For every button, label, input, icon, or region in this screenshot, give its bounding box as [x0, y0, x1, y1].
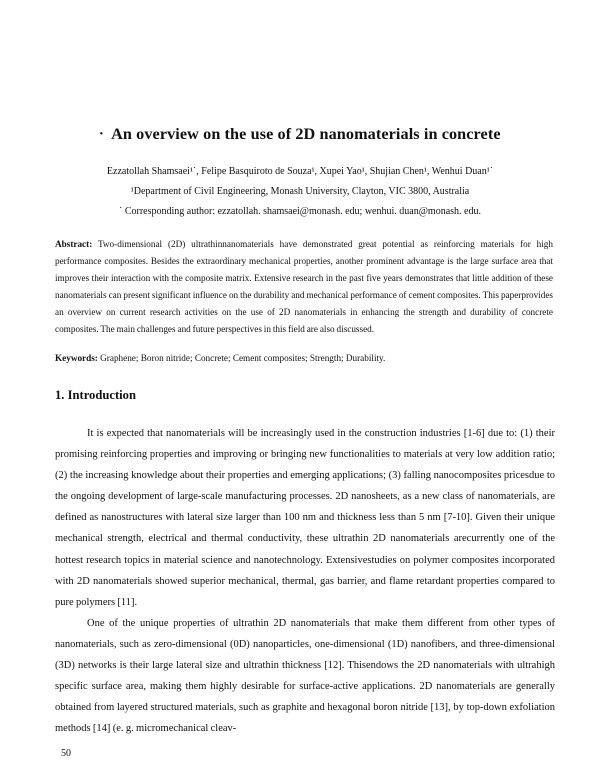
abstract-label: Abstract:: [55, 239, 93, 249]
paper-title: [0, 125, 600, 144]
keywords-text: Graphene; Boron nitride; Concrete; Cement composites; Strength; Durability.: [100, 353, 386, 363]
affiliation: ¹Department of Civil Engineering, Monash University, Clayton, VIC 3800, Australia: [130, 186, 470, 197]
abstract: [55, 236, 553, 338]
paragraph: It is expected that nanomaterials will be increasingly used in the construction industries [1-6] due to: (1) their promising reinforcing properties and improving or bringing new functionalities to materials at very low addition ratio; (2) the increasing knowledge about their properties and emerging applications; (3) falling nanocomposites pricesdue to the ongoing development of large-scale manufacturing processes. 2D nanosheets, as a new class of nanomaterials, are defined as nanostructures with lateral size larger than 100 nm and thickness less than 5 nm [7-10]. Given their unique mechanical strength, electrical and thermal conductivity, these ultrathin 2D nanomaterials arecurrently one of the hottest research topics in material science and nanotechnology. Extensivestudies on polymer composites incorporated with 2D nanomaterials showed superior mechanical, thermal, gas barrier, and flame retardant properties compared to pure polymers [11].: [55, 428, 555, 608]
section-body: [55, 423, 555, 739]
title-footnote-mark: ·: [99, 126, 104, 142]
keywords: [55, 353, 553, 363]
page-number: 50: [61, 748, 71, 759]
author-list: Ezzatollah Shamsaei¹˙, Felipe Basquiroto de Souza¹, Xupei Yao¹, Shujian Chen¹, Wenhui Duan¹˙: [106, 166, 494, 177]
abstract-text: Two-dimensional (2D) ultrathinnanomaterials have demonstrated great potential as reinforcing materials for high performance composites. Besides the extraordinary mechanical properties, another prominent advantage is the large surface area that improves their interaction with the composite matrix. Extensive research in the past five years demonstrates that little addition of these nanomaterials can present significant influence on the durability and mechanical performance of cement composites. This paperprovides an overview on current research activities on the use of 2D nanomaterials in enhancing the strength and durability of concrete composites. The main challenges and future perspectives in this field are also discussed.: [55, 239, 553, 334]
corresponding-author: ˙ Corresponding author: ezzatollah. shamsaei@monash. edu; wenhui. duan@monash. edu.: [119, 206, 481, 217]
title-text: An overview on the use of 2D nanomaterials in concrete: [111, 125, 501, 143]
keywords-label: Keywords:: [55, 353, 98, 363]
paragraph: One of the unique properties of ultrathin 2D nanomaterials that make them different from other types of nanomaterials, such as zero-dimensional (0D) nanoparticles, one-dimensional (1D) nanofibers, and three-dimensional (3D) networks is their large lateral size and ultrathin thickness [12]. Thisendows the 2D nanomaterials with ultrahigh specific surface area, making them highly desirable for surface-active applications. 2D nanomaterials are generally obtained from layered structured materials, such as graphite and hexagonal boron nitride [13], by top-down exfoliation methods [14] (e. g. micromechanical cleav-: [55, 617, 555, 735]
section-heading: 1. Introduction: [55, 388, 136, 402]
